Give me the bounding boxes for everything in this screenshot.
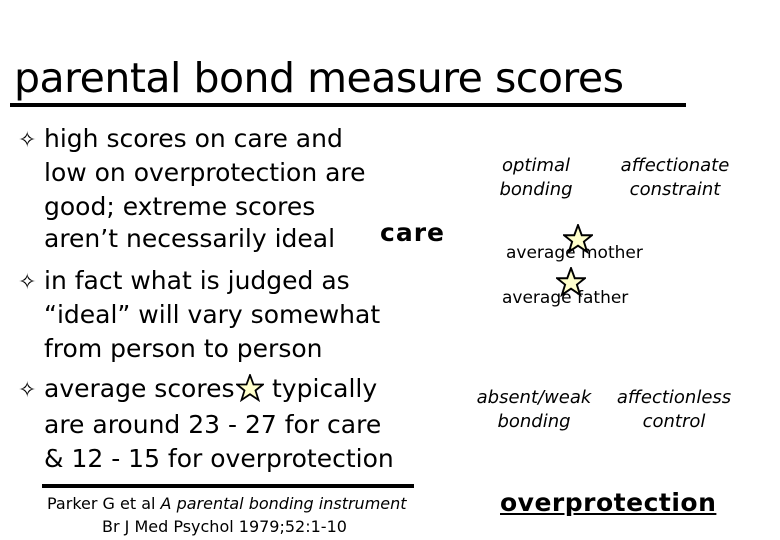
bullet-1-line-2: low on overprotection are — [44, 158, 366, 187]
bullet-1-line-1: ✧ high scores on care and — [18, 122, 343, 158]
bullet-2-line-3: from person to person — [44, 334, 323, 363]
reference-divider — [42, 484, 414, 488]
bullet-3-line-3: & 12 - 15 for overprotection — [44, 444, 394, 473]
bullet-1-line-4: aren’t necessarily ideal — [44, 224, 336, 253]
quadrant-affectionless-control: affectionless control — [616, 387, 732, 432]
bullet-3-line-2: are around 23 - 27 for care — [44, 410, 382, 439]
average-father-label: average father — [502, 288, 629, 308]
quadrant-affectionate-constraint: affectionate constraint — [620, 155, 730, 200]
bullet-1-line-3: good; extreme scores — [44, 192, 316, 221]
average-mother-label: average mother — [506, 243, 643, 263]
bullet-3-line-1b: typically — [272, 374, 378, 403]
quadrant-optimal-bonding: optimal bonding — [499, 155, 573, 200]
star-icon — [236, 374, 264, 402]
reference-line-1: Parker G et al A parental bonding instrument — [47, 494, 407, 513]
bullet-marker-icon: ✧ — [18, 378, 37, 403]
page-title: parental bond measure scores — [14, 54, 624, 102]
reference-line-2: Br J Med Psychol 1979;52:1-10 — [102, 517, 347, 536]
quadrant-absent-weak-bonding: absent/weak bonding — [476, 387, 592, 432]
title-underline — [10, 103, 686, 107]
bullet-2-line-1: ✧ in fact what is judged as — [18, 264, 350, 300]
bullet-marker-icon: ✧ — [18, 270, 37, 295]
bullet-2-line-2: “ideal” will vary somewhat — [44, 300, 381, 329]
care-axis-label: care — [380, 218, 445, 247]
bullet-3-line-1: ✧ average scores — [18, 372, 235, 408]
overprotection-axis-label: overprotection — [500, 488, 717, 517]
bullet-marker-icon: ✧ — [18, 128, 37, 153]
